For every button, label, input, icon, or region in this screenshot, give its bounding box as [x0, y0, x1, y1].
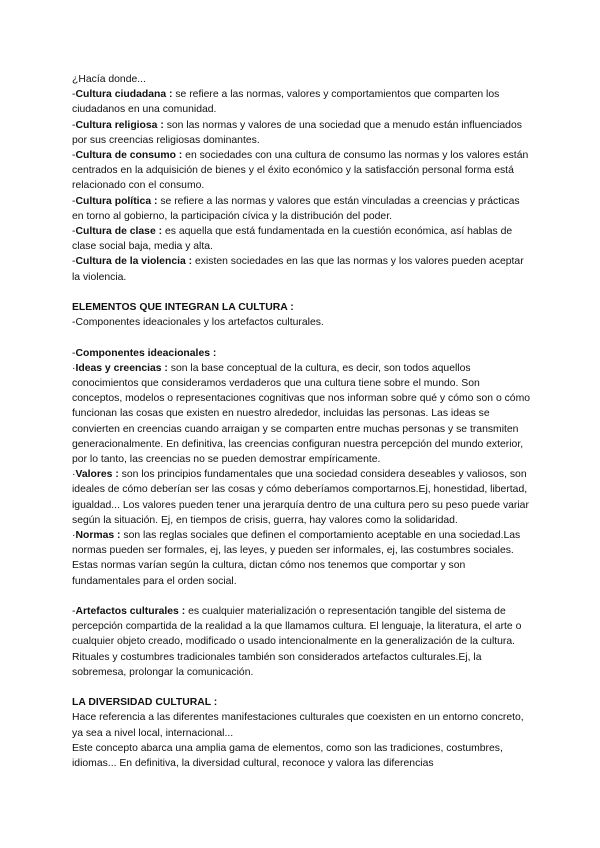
ideational-item-values: ·Valores : son los principios fundamentales que una sociedad considera deseables y valiosos, son ideales de cómo deberían ser las cosas y cómo deberíamos comportarnos.Ej, honestidad, libertad, igualdad... Los valores pueden tener una jerarquía dentro de una cultura pero su peso puede variar según la situación. Ej, en tiempos de crisis, guerra, hay valores como la solidaridad.	[72, 469, 529, 526]
type-item-political: -Cultura política : se refiere a las normas y valores que están vinculadas a creencias y prácticas en torno al gobierno, la participación cívica y la distribución del poder.	[72, 195, 520, 222]
definition: son los principios fundamentales que una sociedad considera deseables y valiosos, son ideales de cómo deberían ser las cosas y cómo deberíamos comportarnos.Ej, honestidad, libertad, igualdad... Los valores pueden tener una jerarquía dentro de una cultura pero su peso puede variar según la situación. Ej, en tiempos de crisis, guerra, hay valores como la solidaridad.	[72, 469, 529, 526]
document-page	[72, 72, 532, 771]
term: Cultura religiosa :	[75, 119, 164, 131]
elements-intro: -Componentes ideacionales y los artefactos culturales.	[72, 317, 324, 329]
type-item-religious: -Cultura religiosa : son las normas y valores de una sociedad que a menudo están influenciados por sus creencias religiosas dominantes.	[72, 119, 522, 146]
spacer	[72, 285, 532, 300]
spacer	[72, 330, 532, 345]
type-item-civic: -Cultura ciudadana : se refiere a las normas, valores y comportamientos que comparten los ciudadanos en una comunidad.	[72, 89, 500, 116]
subheading-text: Componentes ideacionales :	[75, 347, 217, 359]
term: Cultura política :	[75, 195, 158, 207]
definition: en sociedades con una cultura de consumo las normas y los valores están centrados en la adquisición de bienes y el éxito económico y la satisfacción personal forma está relacionado con el consumo.	[72, 150, 529, 192]
diversity-paragraph-1: Hace referencia a las diferentes manifestaciones culturales que coexisten en un entorno concreto, ya sea a nivel local, internacional...	[72, 712, 524, 739]
definition: son las reglas sociales que definen el comportamiento aceptable en una sociedad.Las normas pueden ser formales, ej, las leyes, y pueden ser informales, ej, las costumbres sociales. Estas normas varían según la cultura, dictan cómo nos tenemos que comportar y son fundamentales para el orden social.	[72, 530, 521, 587]
term: Normas :	[75, 530, 121, 542]
term: Cultura ciudadana :	[75, 89, 173, 101]
spacer	[72, 680, 532, 695]
artifacts-paragraph: -Artefactos culturales : es cualquier materialización o representación tangible del sistema de percepción compartida de la realidad a la que llamamos cultura. El lenguaje, la literatura, el arte o cualquier objeto creado, modificado o usado intencionalmente en la generalización de la cultura. Rituales y costumbres tradicionales también son considerados artefactos culturales.Ej, la sobremesa, prolongar la comunicación.	[72, 606, 522, 678]
definition: se refiere a las normas, valores y comportamientos que comparten los ciudadanos en una comunidad.	[72, 89, 500, 116]
definition: son las normas y valores de una sociedad que a menudo están influenciados por sus creencias religiosas dominantes.	[72, 119, 522, 146]
term: Cultura de consumo :	[75, 150, 183, 162]
term: Ideas y creencias :	[75, 362, 168, 374]
diversity-paragraph-2: Este concepto abarca una amplia gama de elementos, como son las tradiciones, costumbres, idiomas... En definitiva, la diversidad cultural, reconoce y valora las diferencias	[72, 742, 503, 770]
type-item-class: -Cultura de clase : es aquella que está fundamentada en la cuestión económica, así hablas de clase social baja, media y alta.	[72, 226, 513, 253]
definition: existen sociedades en las que las normas y los valores pueden aceptar la violencia.	[72, 256, 524, 283]
definition: son la base conceptual de la cultura, es decir, son todos aquellos conocimientos que consideramos verdaderos que una cultura tiene sobre el mundo. Son conceptos, modelos o representaciones cognitivas que nos informan sobre qué y cómo son o cómo funcionan las cosas que existen en nuestro alrededor, incluidas las personas. Las ideas se convierten en creencias cuando arraigan y se comparten entre muchas personas y se transmiten generacionalmente. En definitiva, las creencias configuran nuestra percepción del mundo exterior, por lo tanto, las creencias no se pueden demostrar empíricamente.	[72, 362, 531, 466]
spacer	[72, 589, 532, 604]
term: Cultura de clase :	[75, 226, 163, 238]
type-item-violence: -Cultura de la violencia : existen sociedades en las que las normas y los valores pueden aceptar la violencia.	[72, 256, 524, 283]
term: Valores :	[75, 469, 119, 481]
definition: se refiere a las normas y valores que están vinculadas a creencias y prácticas en torno al gobierno, la participación cívica y la distribución del poder.	[72, 195, 520, 222]
section-heading-elements: ELEMENTOS QUE INTEGRAN LA CULTURA :	[72, 302, 294, 314]
term: Cultura de la violencia :	[75, 256, 193, 268]
section-heading-diversity: LA DIVERSIDAD CULTURAL :	[72, 697, 218, 709]
ideational-item-ideas: ·Ideas y creencias : son la base conceptual de la cultura, es decir, son todos aquellos conocimientos que consideramos verdaderos que una cultura tiene sobre el mundo. Son conceptos, modelos o representaciones cognitivas que nos informan sobre qué y cómo son o cómo funcionan las cosas que existen en nuestro alrededor, incluidas las personas. Las ideas se convierten en creencias cuando arraigan y se comparten entre muchas personas y se transmiten generacionalmente. En definitiva, las creencias configuran nuestra percepción del mundo exterior, por lo tanto, las creencias no se pueden demostrar empíricamente.	[72, 362, 531, 466]
subheading-ideational: -Componentes ideacionales :	[72, 347, 217, 359]
intro-line: ¿Hacía donde...	[72, 74, 146, 85]
type-item-consumer: -Cultura de consumo : en sociedades con una cultura de consumo las normas y los valores están centrados en la adquisición de bienes y el éxito económico y la satisfacción personal forma está relacionado con el consumo.	[72, 150, 529, 192]
definition: es aquella que está fundamentada en la cuestión económica, así hablas de clase social baja, media y alta.	[72, 226, 513, 253]
term: Artefactos culturales :	[75, 606, 186, 618]
ideational-item-norms: ·Normas : son las reglas sociales que definen el comportamiento aceptable en una sociedad.Las normas pueden ser formales, ej, las leyes, y pueden ser informales, ej, las costumbres sociales. Estas normas varían según la cultura, dictan cómo nos tenemos que comportar y son fundamentales para el orden social.	[72, 530, 521, 587]
definition: es cualquier materialización o representación tangible del sistema de percepción compartida de la realidad a la que llamamos cultura. El lenguaje, la literatura, el arte o cualquier objeto creado, modificado o usado intencionalmente en la generalización de la cultura. Rituales y costumbres tradicionales también son considerados artefactos culturales.Ej, la sobremesa, prolongar la comunicación.	[72, 606, 522, 678]
